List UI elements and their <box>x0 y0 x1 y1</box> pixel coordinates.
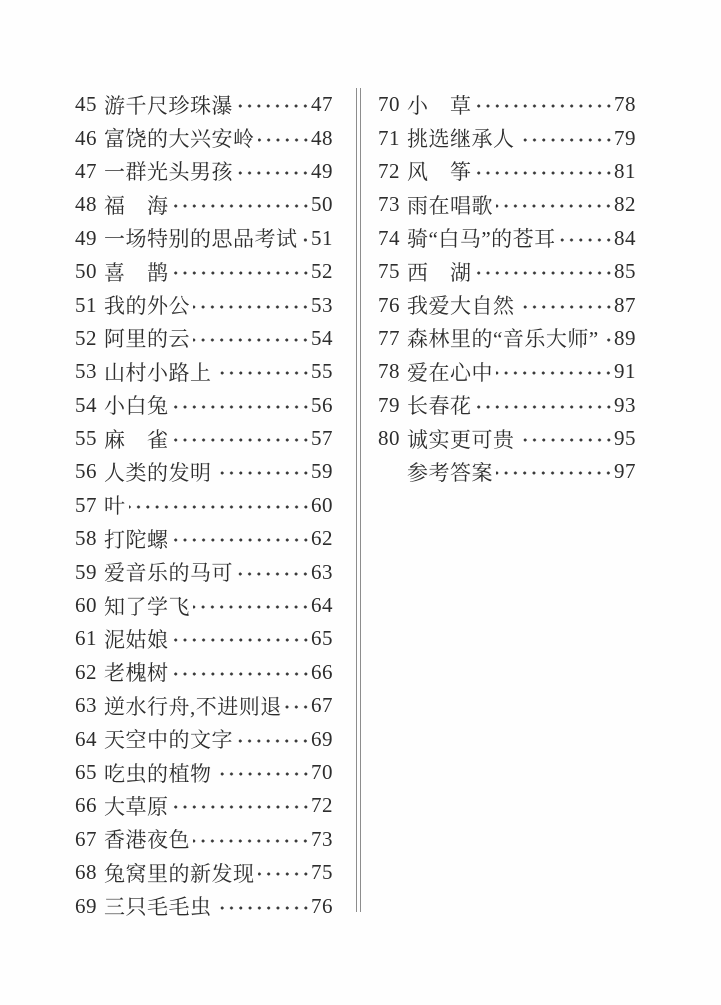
toc-entry-number: 54 <box>75 392 97 417</box>
toc-entry <box>75 689 333 722</box>
toc-entry-title: 诚实更可贵 <box>407 427 515 452</box>
leader-dots <box>236 739 310 743</box>
toc-entry-page: 52 <box>311 259 333 284</box>
toc-entry-number: 80 <box>378 426 400 451</box>
toc-entry-number: 51 <box>75 292 97 317</box>
toc-entry <box>378 389 636 422</box>
leader-dots <box>559 238 613 242</box>
toc-entry-number: 73 <box>378 192 400 217</box>
toc-entry-title: 三只毛毛虫 <box>104 895 212 920</box>
toc-entry <box>75 422 333 455</box>
leader-dots <box>236 171 310 175</box>
toc-entry-page: 70 <box>311 760 333 784</box>
toc-entry-page: 48 <box>311 125 333 150</box>
toc-entry-title: 爱在心中 <box>407 360 493 385</box>
toc-entry-number: 67 <box>75 826 97 851</box>
toc-entry-page: 64 <box>311 593 333 618</box>
column-divider-double-rule <box>356 88 361 912</box>
toc-entry-page: 79 <box>614 125 636 150</box>
leader-dots <box>172 204 311 208</box>
leader-dots <box>215 772 311 776</box>
toc-entry-title: 吃虫的植物 <box>104 761 212 786</box>
toc-entry <box>75 589 333 622</box>
toc-entry <box>75 222 333 255</box>
leader-dots <box>172 271 311 275</box>
toc-entry-title: 喜 鹊 <box>104 260 169 285</box>
toc-entry <box>75 789 333 822</box>
toc-entry <box>378 121 636 154</box>
toc-entry-title: 游千尺珍珠瀑 <box>104 93 233 118</box>
toc-entry <box>75 288 333 321</box>
toc-entry-title: 兔窝里的新发现 <box>104 861 255 886</box>
toc-entry-title: 我的外公 <box>104 294 190 319</box>
toc-entry <box>75 255 333 288</box>
toc-entry <box>378 255 636 288</box>
toc-entry-number: 50 <box>75 259 97 284</box>
toc-entry-page: 97 <box>614 459 636 484</box>
toc-entry-title: 老槐树 <box>104 661 169 686</box>
toc-entry-title: 香港夜色 <box>104 828 190 853</box>
toc-entry-number: 69 <box>75 893 97 918</box>
toc-entry-title: 一群光头男孩 <box>104 160 233 185</box>
toc-entry-number: 71 <box>378 125 400 150</box>
toc-entry-number: 77 <box>378 325 400 350</box>
leader-dots <box>172 638 311 642</box>
toc-entry <box>75 489 333 522</box>
toc-entry-page: 67 <box>311 693 333 718</box>
toc-entry-number: 63 <box>75 693 97 718</box>
leader-dots <box>172 405 311 409</box>
toc-entry-title: 风 筝 <box>407 160 472 185</box>
leader-dots <box>193 605 310 609</box>
toc-entry <box>75 455 333 488</box>
toc-entry-number: 70 <box>378 92 400 117</box>
toc-entry-number: 75 <box>378 259 400 284</box>
toc-entry-page: 85 <box>614 259 636 284</box>
leader-dots <box>496 371 613 375</box>
toc-entry-page: 51 <box>311 225 333 250</box>
toc-entry-page: 59 <box>311 459 333 484</box>
toc-entry-title: 阿里的云 <box>104 327 190 352</box>
toc-entry <box>378 455 636 488</box>
toc-entry-page: 89 <box>614 325 636 350</box>
toc-entry-number: 47 <box>75 158 97 183</box>
leader-dots <box>236 104 310 108</box>
toc-entry-page: 93 <box>614 392 636 417</box>
toc-entry-page: 63 <box>311 559 333 584</box>
toc-entry-page: 91 <box>614 359 636 384</box>
toc-entry-number: 58 <box>75 526 97 551</box>
toc-entry <box>378 188 636 221</box>
toc-entry-number: 45 <box>75 92 97 117</box>
toc-entry-page: 87 <box>614 292 636 317</box>
toc-entry-title: 西 湖 <box>407 260 472 285</box>
toc-entry-title: 森林里的“音乐大师” <box>407 327 599 352</box>
toc-entry-number: 68 <box>75 860 97 885</box>
toc-entry-number: 48 <box>75 192 97 217</box>
toc-entry <box>378 288 636 321</box>
leader-dots <box>602 338 613 342</box>
toc-entry-title: 麻 雀 <box>104 427 169 452</box>
toc-column-left <box>75 88 333 923</box>
toc-entry <box>378 322 636 355</box>
toc-entry-page: 65 <box>311 626 333 651</box>
leader-dots <box>518 438 614 442</box>
toc-entry-number: 64 <box>75 726 97 751</box>
leader-dots <box>475 171 614 175</box>
toc-entry-number: 65 <box>75 760 97 784</box>
toc-entry-title: 打陀螺 <box>104 527 169 552</box>
toc-entry-title: 人类的发明 <box>104 460 212 485</box>
toc-entry-number: 46 <box>75 125 97 150</box>
toc-entry-title: 雨在唱歌 <box>407 193 493 218</box>
leader-dots <box>475 271 614 275</box>
leader-dots <box>172 805 311 809</box>
toc-entry-page: 56 <box>311 392 333 417</box>
toc-entry-page: 82 <box>614 192 636 217</box>
leader-dots <box>215 906 311 910</box>
toc-column-right <box>378 88 636 489</box>
toc-entry <box>75 522 333 555</box>
toc-entry <box>75 889 333 922</box>
toc-entry-title: 一场特别的思品考试 <box>104 227 298 252</box>
toc-entry <box>378 222 636 255</box>
toc-entry <box>75 823 333 856</box>
toc-entry <box>378 88 636 121</box>
toc-entry-number: 59 <box>75 559 97 584</box>
toc-entry <box>75 555 333 588</box>
toc-entry-title: 小白兔 <box>104 394 169 419</box>
toc-entry-number: 61 <box>75 626 97 651</box>
leader-dots <box>285 705 310 709</box>
toc-entry-page: 75 <box>311 860 333 885</box>
leader-dots <box>258 138 311 142</box>
toc-entry-title: 长春花 <box>407 394 472 419</box>
toc-entry <box>378 422 636 455</box>
leader-dots <box>129 505 311 509</box>
toc-entry-page: 54 <box>311 325 333 350</box>
toc-entry-page: 60 <box>311 492 333 517</box>
leader-dots <box>475 104 614 108</box>
leader-dots <box>193 305 310 309</box>
toc-entry-page: 50 <box>311 192 333 217</box>
toc-entry <box>75 622 333 655</box>
toc-entry <box>75 856 333 889</box>
toc-entry-number: 55 <box>75 426 97 451</box>
toc-entry-title: 泥姑娘 <box>104 627 169 652</box>
toc-entry <box>378 355 636 388</box>
leader-dots <box>301 238 311 242</box>
toc-entry <box>75 355 333 388</box>
toc-entry-page: 57 <box>311 426 333 451</box>
toc-entry-number: 57 <box>75 492 97 517</box>
leader-dots <box>475 405 614 409</box>
toc-entry <box>378 155 636 188</box>
leader-dots <box>215 471 311 475</box>
toc-entry <box>75 155 333 188</box>
leader-dots <box>236 572 310 576</box>
toc-entry <box>75 121 333 154</box>
leader-dots <box>215 371 311 375</box>
leader-dots <box>518 138 614 142</box>
toc-entry-number: 78 <box>378 359 400 384</box>
toc-entry-title: 福 海 <box>104 193 169 218</box>
toc-entry-title: 富饶的大兴安岭 <box>104 127 255 152</box>
toc-entry <box>75 88 333 121</box>
toc-entry-number: 60 <box>75 593 97 618</box>
toc-entry-title: 骑“白马”的苍耳 <box>407 227 556 252</box>
toc-entry-page: 81 <box>614 158 636 183</box>
toc-entry <box>75 656 333 689</box>
toc-entry-page: 72 <box>311 793 333 818</box>
toc-entry <box>75 722 333 755</box>
toc-entry-page: 73 <box>311 826 333 851</box>
leader-dots <box>193 839 310 843</box>
toc-entry-title: 天空中的文字 <box>104 728 233 753</box>
toc-entry-number: 49 <box>75 225 97 250</box>
toc-entry-title: 小 草 <box>407 93 472 118</box>
toc-entry-page: 55 <box>311 359 333 384</box>
toc-entry <box>75 389 333 422</box>
leader-dots <box>172 538 311 542</box>
toc-entry-number: 79 <box>378 392 400 417</box>
toc-entry-page: 78 <box>614 92 636 117</box>
toc-entry-number: 74 <box>378 225 400 250</box>
leader-dots <box>172 438 311 442</box>
toc-entry-page: 66 <box>311 659 333 684</box>
toc-entry-page: 84 <box>614 225 636 250</box>
toc-entry-title: 知了学飞 <box>104 594 190 619</box>
toc-entry-title: 叶 <box>104 494 126 519</box>
toc-entry-number: 62 <box>75 659 97 684</box>
leader-dots <box>172 672 311 676</box>
leader-dots <box>496 471 613 475</box>
toc-entry <box>75 322 333 355</box>
toc-entry <box>75 756 333 789</box>
toc-entry-title: 大草原 <box>104 794 169 819</box>
toc-entry-page: 69 <box>311 726 333 751</box>
toc-entry-page: 47 <box>311 92 333 117</box>
toc-entry-page: 76 <box>311 893 333 918</box>
toc-entry-title: 我爱大自然 <box>407 294 515 319</box>
toc-entry-title: 参考答案 <box>407 460 493 485</box>
toc-entry-number: 56 <box>75 459 97 484</box>
leader-dots <box>518 305 614 309</box>
toc-entry-page: 95 <box>614 426 636 451</box>
toc-entry-number: 66 <box>75 793 97 818</box>
toc-entry-page: 53 <box>311 292 333 317</box>
toc-entry-page: 49 <box>311 158 333 183</box>
toc-entry <box>75 188 333 221</box>
toc-entry-number: 52 <box>75 325 97 350</box>
leader-dots <box>496 204 613 208</box>
toc-entry-page: 62 <box>311 526 333 551</box>
toc-entry-title: 山村小路上 <box>104 360 212 385</box>
toc-entry-number: 76 <box>378 292 400 317</box>
leader-dots <box>193 338 310 342</box>
toc-entry-title: 爱音乐的马可 <box>104 561 233 586</box>
toc-entry-number: 72 <box>378 158 400 183</box>
leader-dots <box>258 872 311 876</box>
toc-entry-title: 逆水行舟,不进则退 <box>104 694 282 719</box>
toc-entry-title: 挑选继承人 <box>407 127 515 152</box>
toc-entry-number: 53 <box>75 359 97 384</box>
